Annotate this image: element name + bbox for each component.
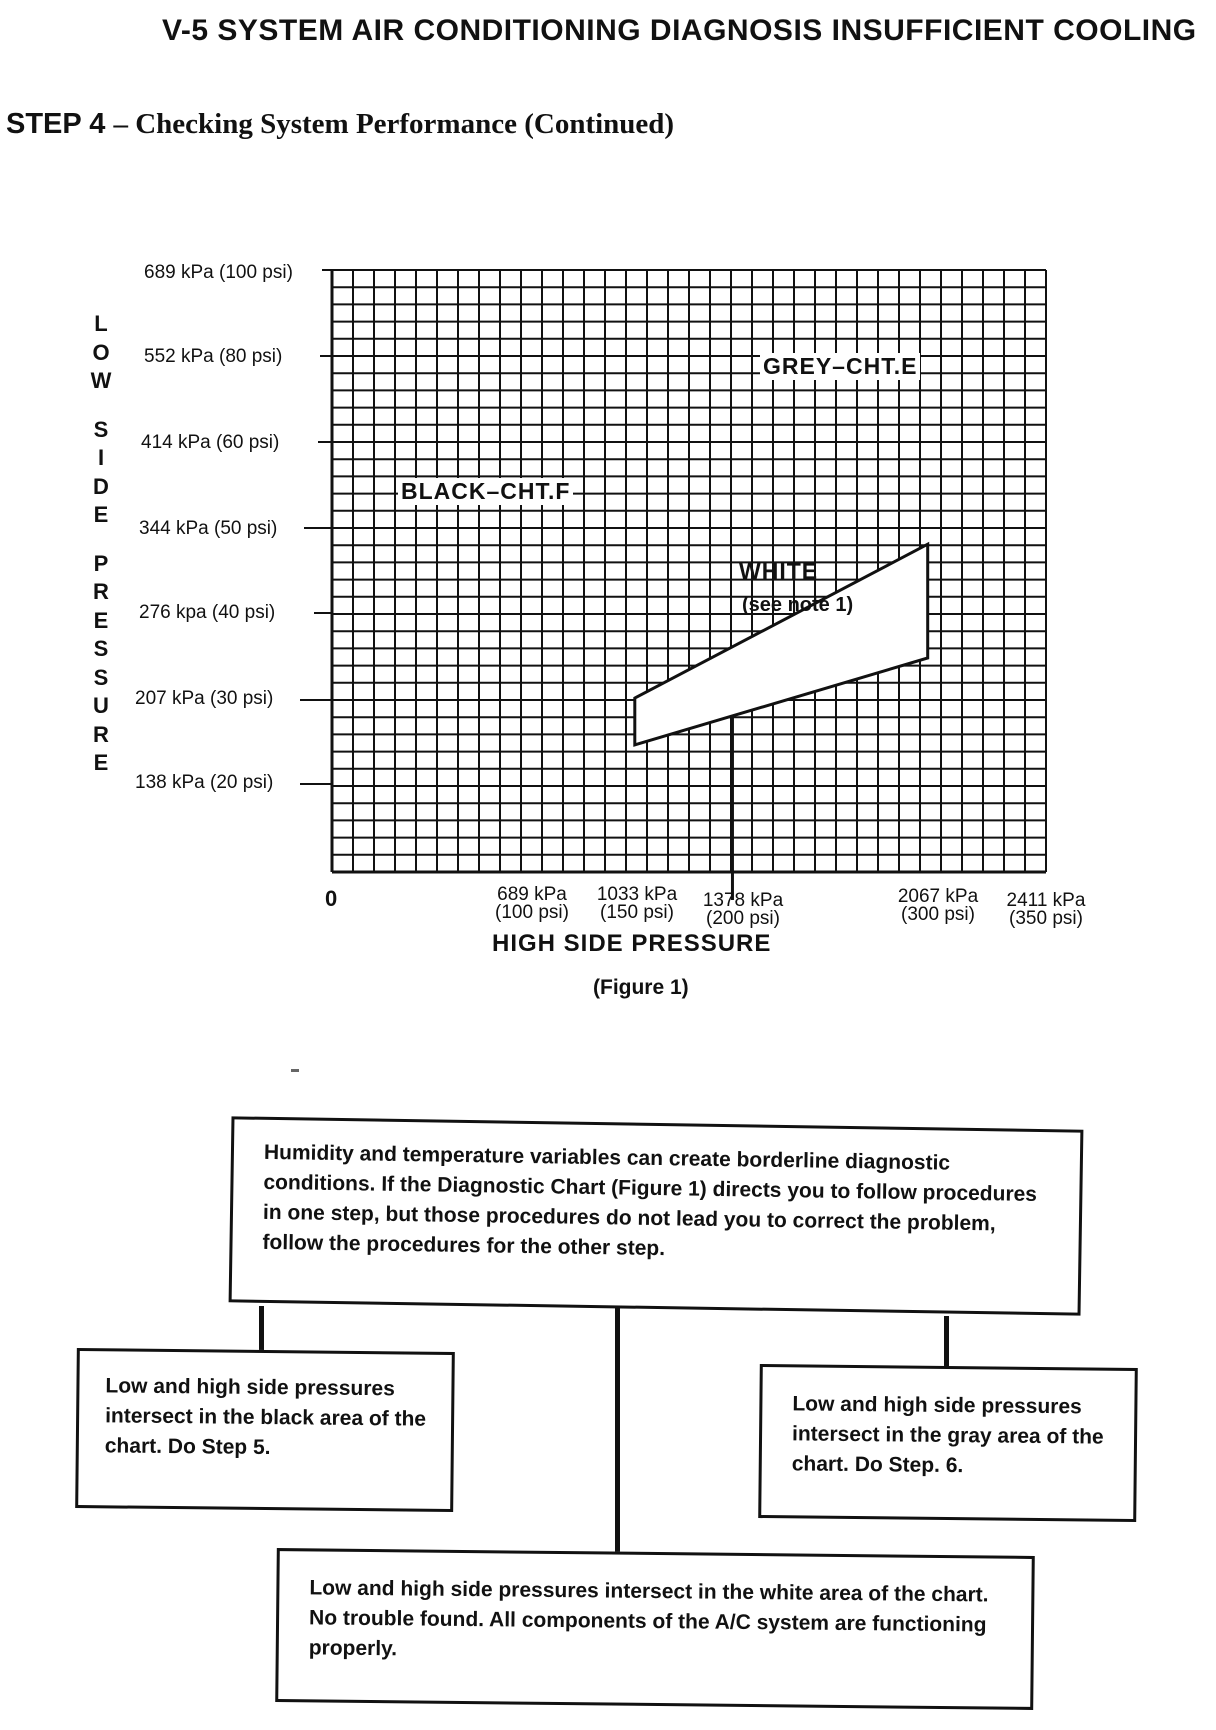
y-axis-letter: S	[93, 664, 109, 690]
x-tick-kpa: 1033 kPa	[596, 884, 678, 905]
white-region-note: (see note 1)	[742, 594, 854, 616]
x-tick-label	[693, 892, 793, 928]
step-title: – Checking System Performance (Continued)	[113, 108, 675, 140]
y-axis-letter: R	[93, 579, 109, 604]
black-region-label: BLACK–CHT.F	[398, 478, 573, 505]
x-tick-label	[587, 886, 687, 922]
y-axis-letter: L	[94, 311, 108, 336]
x-tick-kpa: 2411 kPa	[1006, 890, 1086, 911]
step-number: STEP 4	[6, 108, 106, 140]
y-axis-letter: R	[93, 721, 109, 747]
y-tick-label: 344 kPa (50 psi)	[139, 518, 278, 539]
white-area-box	[275, 1548, 1035, 1710]
page-title: V-5 SYSTEM AIR CONDITIONING DIAGNOSIS INSUFFICIENT COOLING	[162, 14, 1197, 47]
x-tick-psi: (150 psi)	[600, 902, 674, 923]
white-area-text: Low and high side pressures intersect in the white area of the chart. No trouble found. All components of the A/C system are functioning properly.	[308, 1576, 989, 1661]
grey-region-label: GREY–CHT.E	[760, 353, 920, 380]
y-tick-label: 207 kPa (30 psi)	[135, 688, 274, 709]
connector-right	[944, 1316, 949, 1366]
scan-speck	[291, 1069, 299, 1072]
y-axis-letter: S	[93, 636, 109, 661]
x-tick-label	[888, 888, 988, 924]
y-axis-letter: U	[93, 693, 109, 718]
figure-caption: (Figure 1)	[593, 976, 689, 999]
gray-area-text: Low and high side pressures intersect in the gray area of the chart. Do Step. 6.	[791, 1392, 1104, 1478]
y-axis-letter: E	[93, 607, 109, 633]
x-origin-label: 0	[325, 886, 338, 911]
chart-grid	[332, 270, 1046, 872]
x-tick-kpa: 2067 kPa	[897, 886, 979, 907]
y-tick-leaders	[300, 270, 332, 784]
connector-left	[259, 1306, 264, 1352]
x-tick-label	[484, 886, 580, 922]
x-tick-psi: (350 psi)	[1009, 908, 1083, 929]
y-axis-letter: E	[93, 502, 109, 527]
y-tick-label: 414 kPa (60 psi)	[141, 432, 280, 453]
y-axis-letter: O	[92, 339, 110, 365]
connector-center	[615, 1308, 620, 1554]
white-region-label: WHITE	[739, 558, 819, 584]
y-axis-letter: S	[93, 416, 109, 442]
gray-area-box	[758, 1364, 1138, 1522]
y-tick-label: 689 kPa (100 psi)	[144, 262, 293, 283]
y-tick-label: 138 kPa (20 psi)	[135, 772, 274, 793]
x-tick-psi: (200 psi)	[706, 908, 780, 929]
y-axis-letter: E	[93, 750, 109, 775]
x-tick-kpa: 689 kPa	[497, 884, 567, 905]
top-note-text: Humidity and temperature variables can create borderline diagnostic conditions. If the Diagnostic Chart (Figure 1) directs you to follow procedures in one step, but those procedures do not lead you to correct the problem, follow the procedures for the other step.	[262, 1140, 1038, 1261]
black-area-text: Low and high side pressures intersect in the black area of the chart. Do Step 5.	[104, 1374, 427, 1460]
y-axis-letter: D	[93, 473, 109, 499]
x-axis-title: HIGH SIDE PRESSURE	[492, 930, 772, 957]
black-area-box	[75, 1348, 455, 1512]
y-tick-label: 276 kpa (40 psi)	[139, 602, 276, 623]
x-tick-psi: (300 psi)	[901, 904, 975, 925]
x-tick-psi: (100 psi)	[495, 902, 569, 923]
y-axis-letter: I	[97, 445, 105, 470]
y-tick-label: 552 kPa (80 psi)	[144, 346, 283, 367]
y-axis-letter: P	[93, 550, 109, 576]
x-tick-kpa: 1378 kPa	[702, 890, 784, 911]
y-axis-letter: W	[90, 368, 112, 393]
top-note-box	[229, 1116, 1084, 1315]
x-tick-label	[996, 892, 1096, 928]
